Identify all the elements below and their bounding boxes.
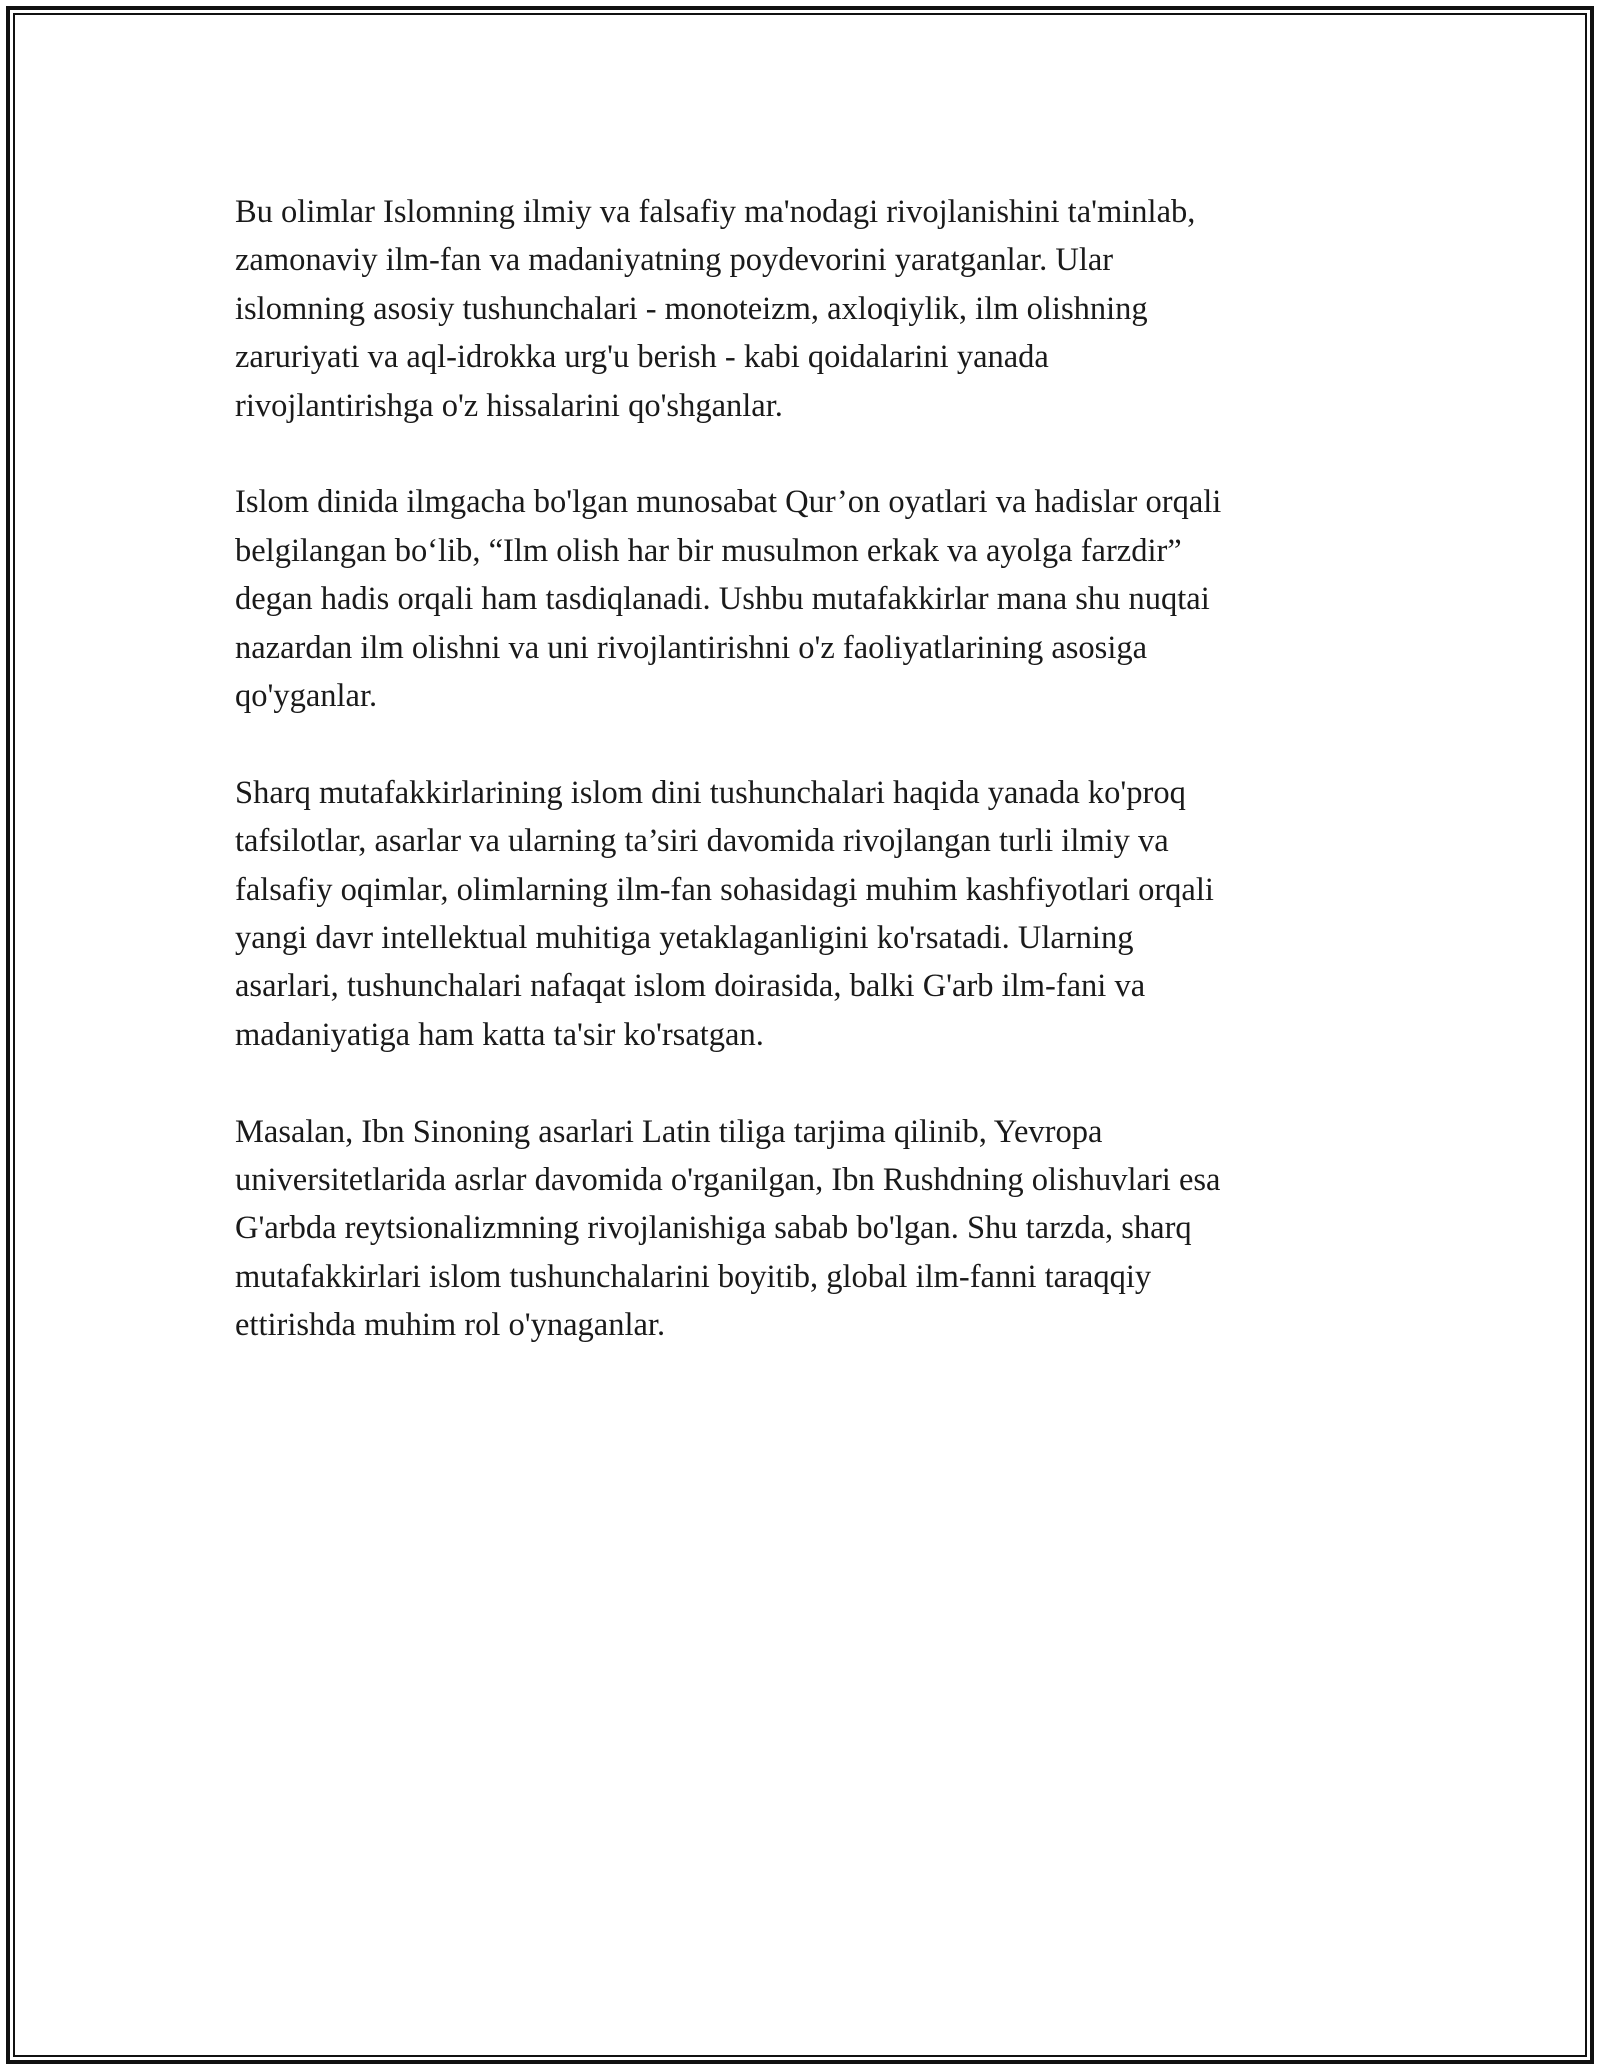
text-line: degan hadis orqali ham tasdiqlanadi. Ushbu mutafakkirlar mana shu nuqtai	[235, 581, 1210, 618]
text-line: asarlari, tushunchalari nafaqat islom doirasida, balki G'arb ilm-fani va	[235, 968, 1146, 1005]
text-line: Bu olimlar Islomning ilmiy va falsafiy ma'nodagi rivojlanishini ta'minlab,	[235, 194, 1196, 230]
text-line: ettirishda muhim rol o'ynaganlar.	[235, 1307, 666, 1344]
paragraph-2	[235, 478, 1365, 720]
text-line: zaruriyati va aql-idrokka urg'u berish - kabi qoidalarini yanada	[235, 339, 1049, 376]
text-line: Islom dinida ilmgacha bo'lgan munosabat Qur’on oyatlari va hadislar orqali	[235, 484, 1222, 521]
text-line: zamonaviy ilm-fan va madaniyatning poydevorini yaratganlar. Ular	[235, 242, 1114, 279]
paragraph-4	[235, 1108, 1365, 1350]
text-line: islomning asosiy tushunchalari - monoteizm, axloqiylik, ilm olishning	[235, 290, 1148, 327]
text-line: rivojlantirishga o'z hissalarini qo'shganlar.	[235, 387, 783, 424]
text-line: falsafiy oqimlar, olimlarning ilm-fan sohasidagi muhim kashfiyotlari orqali	[235, 871, 1214, 908]
text-line: yangi davr intellektual muhitiga yetaklaganligini ko'rsatadi. Ularning	[235, 920, 1134, 957]
paragraph-1	[235, 188, 1365, 430]
text-line: belgilangan bo‘lib, “Ilm olish har bir musulmon erkak va ayolga farzdir”	[235, 532, 1182, 569]
paragraph-3	[235, 769, 1365, 1059]
document-body	[235, 188, 1365, 1350]
text-line: qo'yganlar.	[235, 678, 378, 715]
text-line: G'arbda reytsionalizmning rivojlanishiga sabab bo'lgan. Shu tarzda, sharq	[235, 1210, 1192, 1247]
text-line: nazardan ilm olishni va uni rivojlantirishni o'z faoliyatlarining asosiga	[235, 629, 1148, 666]
text-line: universitetlarida asrlar davomida o'rganilgan, Ibn Rushdning olishuvlari esa	[235, 1162, 1221, 1199]
text-line: madaniyatiga ham katta ta'sir ko'rsatgan.	[235, 1016, 764, 1053]
text-line: mutafakkirlari islom tushunchalarini boyitib, global ilm-fanni taraqqiy	[235, 1258, 1152, 1295]
text-line: Sharq mutafakkirlarining islom dini tushunchalari haqida yanada ko'proq	[235, 774, 1186, 811]
text-line: Masalan, Ibn Sinoning asarlari Latin tiliga tarjima qilinib, Yevropa	[235, 1113, 1103, 1150]
text-line: tafsilotlar, asarlar va ularning ta’siri davomida rivojlangan turli ilmiy va	[235, 823, 1169, 860]
